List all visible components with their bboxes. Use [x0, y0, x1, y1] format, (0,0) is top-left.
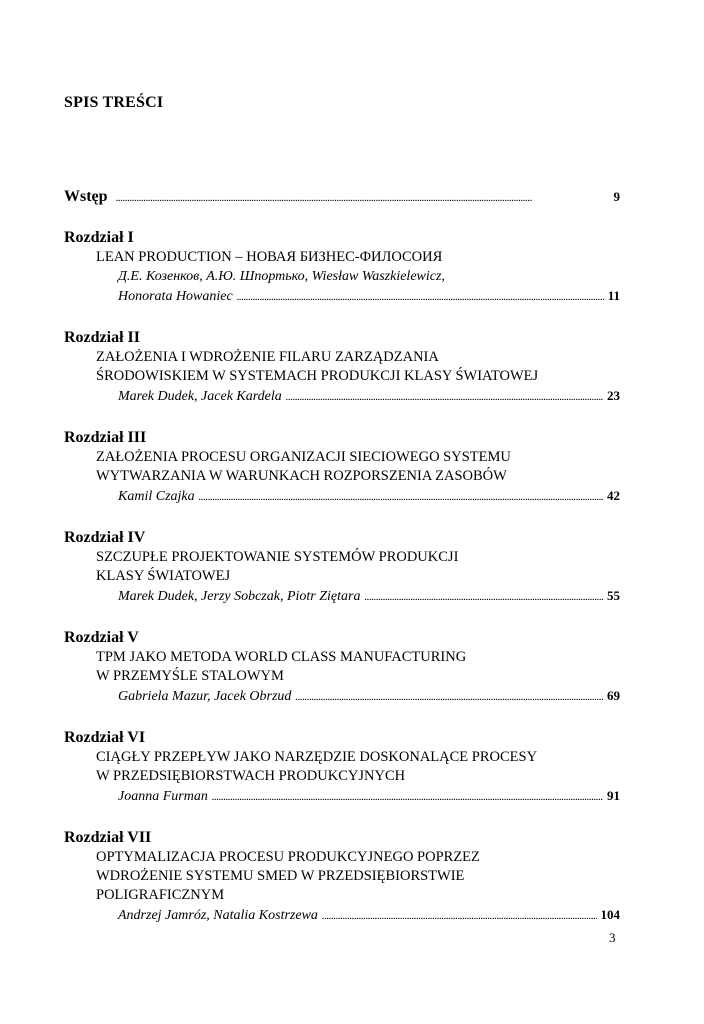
chapter-title-line: CIĄGŁY PRZEPŁYW JAKO NARZĘDZIE DOSKONALĄCE PROCESY	[96, 749, 538, 765]
chapter-page-number: 23	[607, 388, 620, 403]
authors-last-line	[118, 686, 620, 707]
chapter-authors	[64, 267, 620, 307]
toc-entry-chapter-2[interactable]	[64, 328, 620, 407]
chapter-title-line: ZAŁOŻENIA I WDROŻENIE FILARU ZARZĄDZANIA	[96, 349, 439, 365]
authors-text: Marek Dudek, Jerzy Sobczak, Piotr Ziętara	[118, 589, 361, 604]
authors-last-line	[118, 905, 620, 926]
authors-text: Andrzej Jamróz, Natalia Kostrzewa	[118, 908, 318, 923]
chapter-authors	[64, 786, 620, 807]
chapter-label: Rozdział VII	[64, 829, 152, 846]
authors-line: Д.Е. Козенков, А.Ю. Шпортько, Wiesław Waszkielewicz,	[118, 269, 445, 284]
chapter-page-number: 11	[607, 288, 620, 303]
chapter-label: Rozdział III	[64, 429, 147, 446]
page-number: 3	[609, 930, 616, 945]
authors-last-line	[118, 286, 620, 307]
toc-entry-chapter-5[interactable]	[64, 628, 620, 707]
intro-label: Wstęp	[64, 188, 108, 205]
chapter-authors	[64, 586, 620, 607]
chapter-title	[64, 648, 620, 686]
toc-entry-chapter-7[interactable]	[64, 828, 620, 926]
toc-entry-chapter-3[interactable]	[64, 428, 620, 507]
chapter-title-line: POLIGRAFICZNYM	[96, 887, 225, 903]
dot-leader	[322, 906, 597, 926]
chapter-title-line: SZCZUPŁE PROJEKTOWANIE SYSTEMÓW PRODUKCJI	[96, 549, 459, 565]
chapter-title-line: WYTWARZANIA W WARUNKACH ROZPORSZENIA ZASOBÓW	[96, 468, 507, 484]
dot-leader	[212, 787, 603, 807]
chapter-title-line: LEAN PRODUCTION – НОВАЯ БИЗНЕС-ФИЛОСОИЯ	[96, 249, 443, 265]
chapter-authors	[64, 686, 620, 707]
chapter-title-line: KLASY ŚWIATOWEJ	[96, 568, 231, 584]
table-of-contents	[64, 188, 620, 947]
chapter-list	[64, 228, 620, 926]
chapter-title	[64, 448, 620, 486]
chapter-title	[64, 548, 620, 586]
chapter-title	[64, 848, 620, 905]
chapter-title-line: WDROŻENIE SYSTEMU SMED W PRZEDSIĘBIORSTWIE	[96, 868, 465, 884]
chapter-title-line: OPTYMALIZACJA PROCESU PRODUKCYJNEGO POPRZEZ	[96, 849, 480, 865]
authors-last-line	[118, 486, 620, 507]
chapter-title-line: ZAŁOŻENIA PROCESU ORGANIZACJI SIECIOWEGO SYSTEMU	[96, 449, 511, 465]
authors-text: Gabriela Mazur, Jacek Obrzud	[118, 689, 292, 704]
dot-leader	[199, 487, 603, 507]
page-title: SPIS TREŚCI	[64, 94, 164, 111]
chapter-label: Rozdział II	[64, 329, 140, 346]
toc-entry-chapter-4[interactable]	[64, 528, 620, 607]
authors-last-line	[118, 386, 620, 407]
toc-entry-chapter-1[interactable]	[64, 228, 620, 307]
chapter-page-number: 69	[607, 688, 620, 703]
chapter-authors	[64, 905, 620, 926]
chapter-title	[64, 348, 620, 386]
authors-text: Joanna Furman	[118, 789, 208, 804]
dot-leader	[116, 190, 610, 206]
chapter-title-line: W PRZEDSIĘBIORSTWACH PRODUKCYJNYCH	[96, 768, 406, 784]
toc-entry-chapter-6[interactable]	[64, 728, 620, 807]
dot-leader	[295, 687, 603, 707]
chapter-page-number: 55	[607, 588, 620, 603]
chapter-title-line: ŚRODOWISKIEM W SYSTEMACH PRODUKCJI KLASY ŚWIATOWEJ	[96, 368, 539, 384]
dot-leader	[237, 287, 604, 307]
authors-last-line	[118, 786, 620, 807]
chapter-label: Rozdział V	[64, 629, 139, 646]
chapter-page-number: 104	[600, 907, 620, 922]
authors-text: Honorata Howaniec	[118, 289, 233, 304]
chapter-title	[64, 248, 620, 267]
authors-text: Kamil Czajka	[118, 489, 195, 504]
chapter-label: Rozdział VI	[64, 729, 146, 746]
chapter-page-number: 91	[607, 788, 620, 803]
chapter-label: Rozdział IV	[64, 529, 146, 546]
dot-leader	[364, 587, 603, 607]
chapter-title	[64, 748, 620, 786]
chapter-page-number: 42	[607, 488, 620, 503]
intro-page-number: 9	[613, 189, 620, 204]
authors-last-line	[118, 586, 620, 607]
dot-leader	[286, 387, 603, 407]
chapter-authors	[64, 486, 620, 507]
chapter-label: Rozdział I	[64, 229, 134, 246]
authors-text: Marek Dudek, Jacek Kardela	[118, 389, 282, 404]
chapter-title-line: TPM JAKO METODA WORLD CLASS MANUFACTURING	[96, 649, 467, 665]
chapter-authors	[64, 386, 620, 407]
chapter-title-line: W PRZEMYŚLE STALOWYM	[96, 668, 284, 684]
toc-entry-intro[interactable]	[64, 188, 620, 206]
